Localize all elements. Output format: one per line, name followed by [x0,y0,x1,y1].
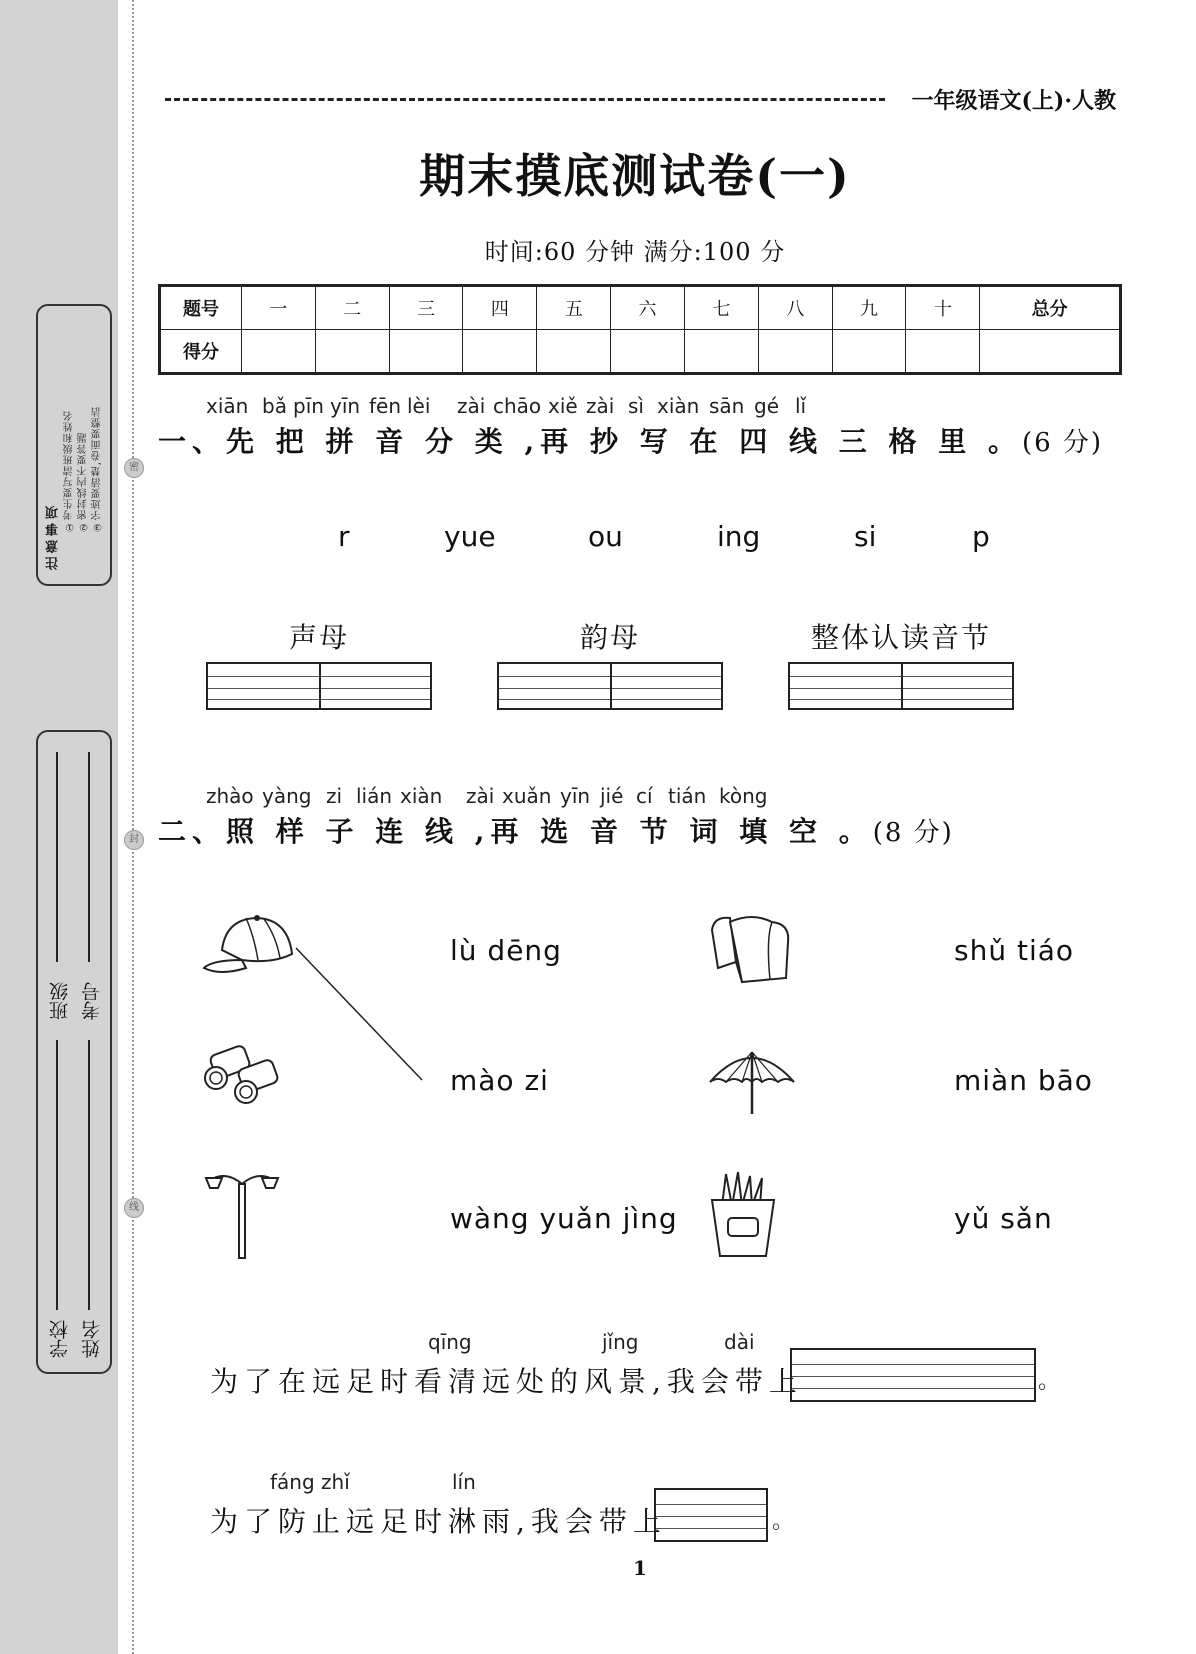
seal-mark: 封 [124,830,144,850]
score-cell[interactable] [389,330,463,374]
pinyin: zi [326,784,343,808]
pinyin: xuǎn [502,784,552,808]
sentence-text: 防 [278,1505,313,1538]
column-header: 五 [537,286,611,330]
answer-box-1[interactable] [790,1348,1036,1402]
pinyin: zài [457,394,486,418]
fill-sentence-1 [210,1360,803,1400]
column-header: 七 [684,286,758,330]
section1-heading-text: 一、先 把 拼 音 分 类 ,再 抄 写 在 四 线 三 格 里 。 [158,425,1022,458]
pinyin: zhào [206,784,254,808]
sentence-end: 。 [1038,1369,1067,1394]
column-header: 四 [463,286,537,330]
pinyin-letter: si [854,520,877,553]
pinyin: kòng [719,784,768,808]
column-header: 六 [611,286,685,330]
pinyin-letter: yue [444,520,496,553]
score-cell[interactable] [684,330,758,374]
pinyin: sān [709,394,745,418]
exam-no-label: 考号 [81,982,103,1020]
match-word[interactable]: miàn bāo [954,1064,1093,1097]
column-header: 二 [315,286,389,330]
sentence-text: 清 [448,1365,483,1398]
pinyin: xiě [548,394,578,418]
category-label: 韵母 [579,621,640,654]
answer-box-2[interactable] [654,1488,768,1542]
pinyin: pīn [293,394,324,418]
fries-picture[interactable] [708,1170,778,1260]
writing-grid[interactable] [497,662,723,710]
pinyin: lèi [407,394,431,418]
binoculars-picture[interactable] [202,1040,296,1108]
exam-no-line-upper[interactable] [88,752,90,962]
score-cell[interactable] [242,330,316,374]
pinyin: yīn [560,784,591,808]
seal-mark: 线 [124,1198,144,1218]
pinyin: zài [466,784,495,808]
score-cell[interactable] [832,330,906,374]
pinyin-letter: ou [588,520,623,553]
pinyin: jié [600,784,624,808]
match-word[interactable]: mào zi [450,1064,549,1097]
note-item: ①考生要写清班级和姓名 [64,410,75,532]
umbrella-picture[interactable] [706,1044,798,1116]
page-number: 1 [633,1556,647,1580]
pinyin: yīn [330,394,361,418]
time-info: 时间:60 分钟 满分:100 分 [484,238,786,266]
writing-grid[interactable] [788,662,1014,710]
section2-heading-text: 二、照 样 子 连 线 ,再 选 音 节 词 填 空 。 [158,815,873,848]
column-header: 一 [242,286,316,330]
notes-title: 注意事项 [46,502,61,570]
section1-heading [158,420,1103,460]
column-header: 三 [389,286,463,330]
pinyin: zài [586,394,615,418]
note-item: ②密封线内不要答题 [78,432,89,532]
pinyin-letter: p [972,520,990,553]
series-label: 一年级语文(上)·人教 [911,88,1116,114]
bread-picture[interactable] [706,912,798,986]
pinyin: gé [754,394,779,418]
pinyin: fáng zhǐ [270,1470,350,1494]
note-item: ③字迹要清楚,卷面要整洁 [92,405,103,532]
class-line[interactable] [56,1040,58,1190]
pinyin: yàng [262,784,312,808]
pinyin: bǎ [262,394,287,418]
score-cell[interactable] [906,330,980,374]
class-label: 班级 [49,982,71,1020]
score-cell[interactable] [611,330,685,374]
column-header: 八 [758,286,832,330]
header-rule [165,98,885,101]
sentence-text: 为了在远足时看 [210,1365,449,1398]
notes-box [36,304,112,586]
pinyin: xiàn [400,784,443,808]
fill-sentence-2 [210,1500,667,1540]
section2-points: (8 分) [872,818,954,848]
pinyin: qīng [428,1330,472,1354]
student-info-box [36,730,112,1374]
pinyin: jǐng [602,1330,639,1354]
column-header: 九 [832,286,906,330]
sentence-end: 。 [772,1509,801,1534]
match-word[interactable]: yǔ sǎn [954,1202,1053,1235]
name-label: 姓名 [81,1320,103,1358]
section2-heading [158,810,954,850]
cap-picture[interactable] [202,912,296,982]
pinyin: chāo [493,394,542,418]
pinyin-letter: ing [717,520,761,553]
pinyin: dài [724,1330,755,1354]
pinyin: cí [636,784,653,808]
page-title: 期末摸底测试卷(一) [419,149,851,203]
row-header: 得分 [160,330,242,374]
table-row [160,286,1121,330]
pinyin: sì [628,394,644,418]
sentence-text: 为了 [210,1505,279,1538]
sentence-text: 远处的风景,我会带上 [482,1365,803,1398]
match-word[interactable]: shǔ tiáo [954,934,1075,967]
score-cell[interactable] [537,330,611,374]
table-row [160,330,1121,374]
category-label: 声母 [288,621,349,654]
row-header: 题号 [160,286,242,330]
score-cell[interactable] [980,330,1121,374]
writing-grid[interactable] [206,662,432,710]
match-word[interactable]: lù dēng [450,934,562,967]
pinyin: xiàn [657,394,700,418]
score-cell[interactable] [758,330,832,374]
score-cell[interactable] [315,330,389,374]
pinyin: lǐ [795,394,807,418]
example-connector [292,944,426,1084]
pinyin: fēn [369,394,402,418]
seal-mark: 密 [124,458,144,478]
pinyin: tián [668,784,707,808]
pinyin: lín [452,1470,476,1494]
score-table [158,284,1122,375]
pinyin: lián [356,784,393,808]
section1-points: (6 分) [1021,428,1104,458]
school-label: 学校 [49,1320,71,1358]
score-cell[interactable] [463,330,537,374]
column-header: 十 [906,286,980,330]
column-header: 总分 [980,286,1121,330]
category-label: 整体认读音节 [810,621,991,654]
pinyin: xiān [206,394,249,418]
match-word[interactable]: wàng yuǎn jìng [450,1202,678,1235]
pinyin-letter: r [338,520,350,553]
class-line-upper[interactable] [56,752,58,962]
sentence-text: 止远足时淋雨,我会带上 [312,1505,667,1538]
exam-no-line[interactable] [88,1040,90,1190]
street-lamp-picture[interactable] [202,1168,282,1260]
